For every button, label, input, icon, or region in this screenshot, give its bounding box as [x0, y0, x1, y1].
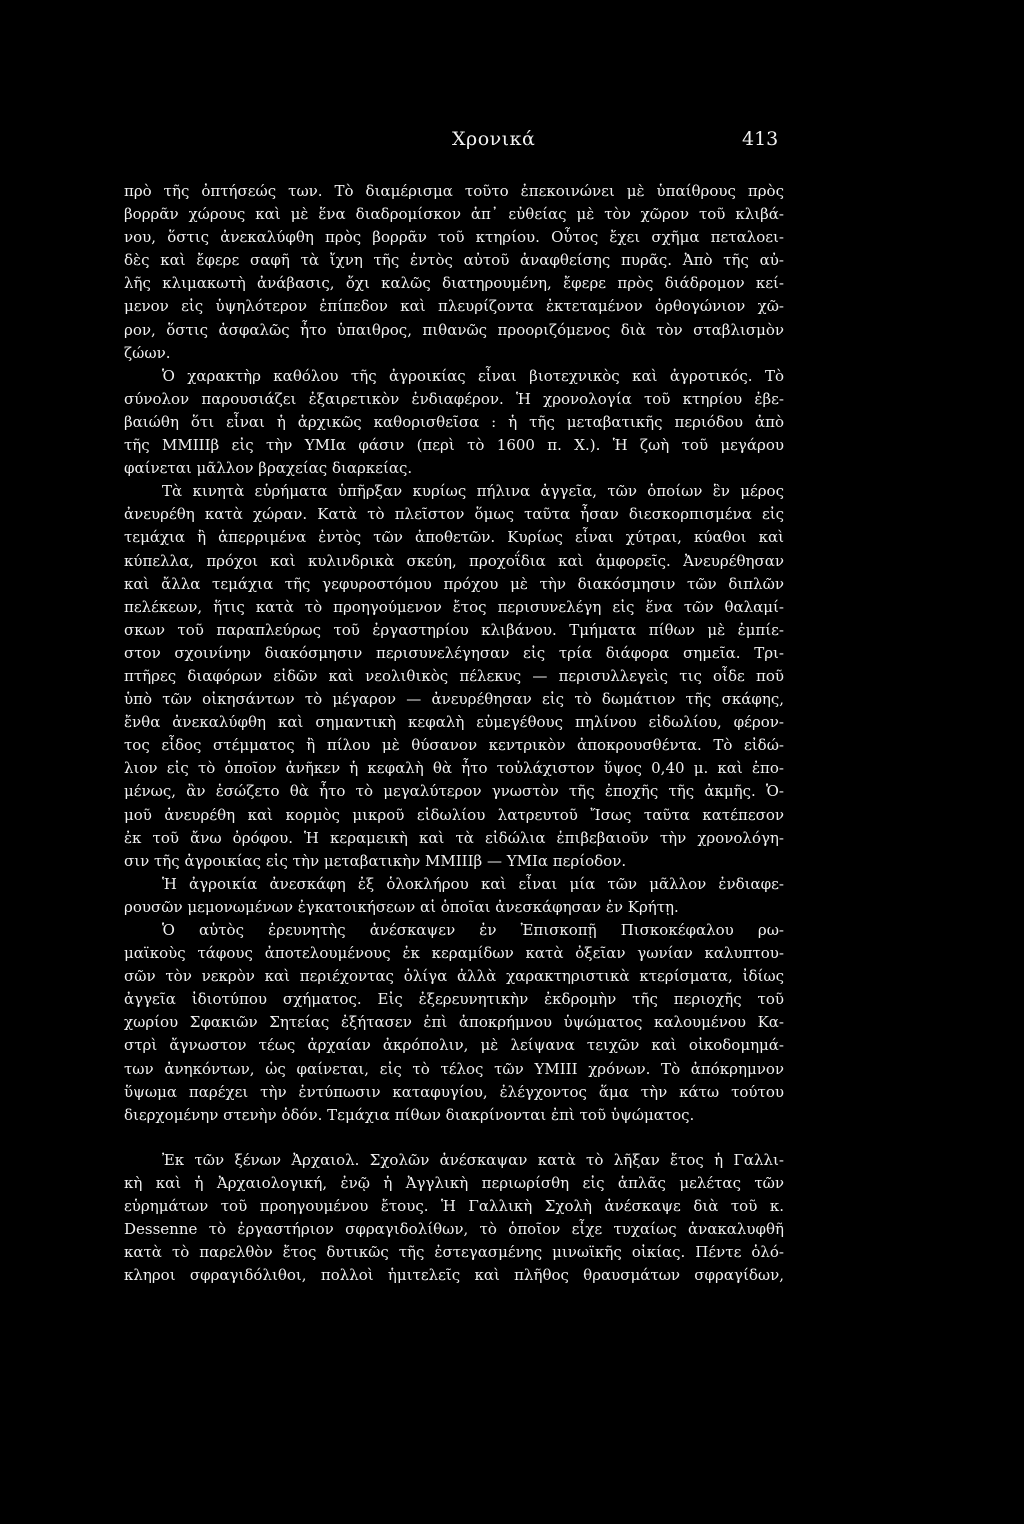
- text-line: μένως, ἂν ἐσώζετο θὰ ἦτο τὸ μεγαλύτερον γνωστὸν τῆς ἐποχῆς τῆς ἀκμῆς. Ὁ-: [124, 782, 784, 801]
- text-line: λῆς κλιμακωτὴ ἀνάβασις, ὄχι καλῶς διατηρουμένη, ἔφερε πρὸς διάδρομον κεί-: [124, 274, 784, 293]
- text-line: Ἡ ἀγροικία ἀνεσκάφη ἐξ ὁλοκλήρου καὶ εἶναι μία τῶν μᾶλλον ἐνδιαφε-: [162, 874, 784, 893]
- text-line: Ἐκ τῶν ξένων Ἀρχαιολ. Σχολῶν ἀνέσκαψαν κατὰ τὸ λῆξαν ἔτος ἡ Γαλλι-: [162, 1150, 784, 1169]
- text-line: σύνολον παρουσιάζει ἐξαιρετικὸν ἐνδιαφέρον. Ἡ χρονολογία τοῦ κτηρίου ἐβε-: [124, 389, 784, 408]
- text-line: λιον εἰς τὸ ὁποῖον ἀνῆκεν ἡ κεφαλὴ θὰ ἦτο τοὐλάχιστον ὕψος 0,40 μ. καὶ ἐπο-: [124, 759, 784, 778]
- text-line: κὴ καὶ ἡ Ἀρχαιολογική, ἐνῷ ἡ Ἀγγλικὴ περιωρίσθη εἰς ἁπλᾶς μελέτας τῶν: [124, 1173, 784, 1192]
- text-line: ζώων.: [124, 343, 171, 362]
- text-line: ὑπὸ τῶν οἰκησάντων τὸ μέγαρον — ἀνευρέθησαν εἰς τὸ δωμάτιον τῆς σκάφης,: [124, 690, 784, 709]
- text-line: Ὁ αὐτὸς ἐρευνητὴς ἀνέσκαψεν ἐν Ἐπισκοπῇ Πισκοκέφαλου ρω-: [162, 921, 784, 939]
- text-line: στρὶ ἄγνωστον τέως ἀρχαίαν ἀκρόπολιν, μὲ λείψανα τειχῶν καὶ οἰκοδομημά-: [124, 1036, 784, 1055]
- text-line: Τὰ κινητὰ εὑρήματα ὑπῆρξαν κυρίως πήλινα ἀγγεῖα, τῶν ὁποίων ἓν μέρος: [162, 482, 784, 501]
- text-line: εὑρημάτων τοῦ προηγουμένου ἔτους. Ἡ Γαλλικὴ Σχολὴ ἀνέσκαψε διὰ τοῦ κ.: [124, 1197, 784, 1216]
- text-line: σῶν τὸν νεκρὸν καὶ περιέχοντας ὀλίγα ἀλλὰ χαρακτηριστικὰ κτερίσματα, ἰδίως: [124, 967, 784, 986]
- text-line: βαιώθη ὅτι εἶναι ἡ ἀρχικῶς καθορισθεῖσα : ἡ τῆς μεταβατικῆς περιόδου ἀπὸ: [124, 412, 784, 431]
- running-head: [0, 128, 1024, 158]
- text-line: κληροι σφραγιδόλιθοι, πολλοὶ ἡμιτελεῖς καὶ πλῆθος θραυσμάτων σφραγίδων,: [124, 1266, 784, 1285]
- text-line: πελέκεων, ἥτις κατὰ τὸ προηγούμενον ἔτος περισυνελέγη εἰς ἕνα τῶν θαλαμί-: [124, 597, 784, 616]
- text-line: διερχομένην στενὴν ὁδόν. Τεμάχια πίθων διακρίνονται ἐπὶ τοῦ ὑψώματος.: [124, 1105, 695, 1124]
- text-line: ὕψωμα παρέχει τὴν ἐντύπωσιν καταφυγίου, ἐλέγχοντος ἅμα τὴν κάτω τούτου: [124, 1082, 784, 1101]
- text-line: ἀγγεῖα ἰδιοτύπου σχήματος. Εἰς ἐξερευνητικὴν ἐκδρομὴν τῆς περιοχῆς τοῦ: [124, 990, 784, 1009]
- body-text: [124, 180, 784, 1287]
- text-line: βορρᾶν χώρους καὶ μὲ ἕνα διαδρομίσκον ἀπ᾿ εὐθείας μὲ τὸν χῶρον τοῦ κλιβά-: [124, 205, 784, 224]
- text-line: τεμάχια ἢ ἀπερριμένα ἐντὸς τῶν ἀποθετῶν. Κυρίως εἶναι χύτραι, κύαθοι καὶ: [124, 528, 784, 547]
- text-line: φαίνεται μᾶλλον βραχείας διαρκείας.: [124, 459, 413, 478]
- text-line: τος εἶδος στέμματος ἢ πίλου μὲ θύσανον κεντρικὸν ἀποκρουσθέντα. Τὸ εἰδώ-: [124, 736, 784, 755]
- page-number: 413: [742, 128, 779, 150]
- text-line: των ἀνηκόντων, ὡς φαίνεται, εἰς τὸ τέλος τῶν ΥΜΙΙΙ χρόνων. Τὸ ἀπόκρημνον: [124, 1059, 784, 1078]
- text-line: δὲς καὶ ἔφερε σαφῆ τὰ ἴχνη τῆς ἐντὸς αὐτοῦ ἀναφθείσης πυρᾶς. Ἀπὸ τῆς αὐ-: [124, 251, 784, 270]
- text-line: καὶ ἄλλα τεμάχια τῆς γεφυροστόμου πρόχου μὲ τὴν διακόσμησιν τῶν διπλῶν: [124, 574, 784, 593]
- running-head-title: Χρονικά: [452, 128, 536, 150]
- section-gap: [124, 1127, 784, 1149]
- text-line: ἐκ τοῦ ἄνω ὀρόφου. Ἡ κεραμεικὴ καὶ τὰ εἰδώλια ἐπιβεβαιοῦν τὴν χρονολόγη-: [124, 828, 784, 847]
- text-line: ἀνευρέθη κατὰ χώραν. Κατὰ τὸ πλεῖστον ὅμως ταῦτα ἦσαν διεσκορπισμένα εἰς: [124, 505, 784, 524]
- text-line: μενον εἰς ὑψηλότερον ἐπίπεδον καὶ πλευρίζοντα ἐκτεταμένον ὀρθογώνιον χῶ-: [124, 297, 784, 316]
- text-line: πρὸ τῆς ὀπτήσεώς των. Τὸ διαμέρισμα τοῦτο ἐπεκοινώνει μὲ ὑπαίθρους πρὸς: [124, 182, 784, 200]
- text-line: ρουσῶν μεμονωμένων ἐγκατοικήσεων αἱ ὁποῖαι ἀνεσκάφησαν ἐν Κρήτῃ.: [124, 897, 679, 916]
- text-line: στον σχοινίνην διακόσμησιν περισυνελέγησαν εἰς τρία διάφορα σημεῖα. Τρι-: [124, 643, 784, 662]
- text-line: χωρίου Σφακιῶν Σητείας ἐξήτασεν ἐπὶ ἀποκρήμνου ὑψώματος καλουμένου Κα-: [124, 1013, 784, 1032]
- text-line: ρον, ὅστις ἀσφαλῶς ἦτο ὑπαιθρος, πιθανῶς προοριζόμενος διὰ τὸν σταβλισμὸν: [124, 320, 784, 339]
- text-line: πτῆρες διαφόρων εἰδῶν καὶ νεολιθικὸς πέλεκυς — περισυλλεγεὶς τις οἶδε ποῦ: [124, 666, 784, 685]
- text-line: κύπελλα, πρόχοι καὶ κυλινδρικὰ σκεύη, προχοΐδια καὶ ἀμφορεῖς. Ἀνευρέθησαν: [124, 551, 784, 570]
- text-line: τῆς ΜΜΙΙΙβ εἰς τὴν ΥΜΙα φάσιν (περὶ τὸ 1600 π. Χ.). Ἡ ζωὴ τοῦ μεγάρου: [124, 436, 784, 455]
- text-line: σιν τῆς ἀγροικίας εἰς τὴν μεταβατικὴν ΜΜΙΙΙβ — ΥΜΙα περίοδον.: [124, 851, 627, 870]
- text-line: Ὁ χαρακτὴρ καθόλου τῆς ἀγροικίας εἶναι βιοτεχνικὸς καὶ ἀγροτικός. Τὸ: [162, 366, 784, 385]
- text-line: Dessenne τὸ ἐργαστήριον σφραγιδολίθων, τὸ ὁποῖον εἶχε τυχαίως ἀνακαλυφθῆ: [124, 1220, 784, 1239]
- text-line: ἔνθα ἀνεκαλύφθη καὶ σημαντικὴ κεφαλὴ εὐμεγέθους πηλίνου εἰδωλίου, φέρον-: [124, 713, 784, 732]
- text-line: κατὰ τὸ παρελθὸν ἔτος δυτικῶς τῆς ἐστεγασμένης μινωϊκῆς οἰκίας. Πέντε ὁλό-: [124, 1243, 784, 1262]
- text-line: σκων τοῦ παραπλεύρως τοῦ ἐργαστηρίου κλιβάνου. Τμήματα πίθων μὲ ἐμπίε-: [124, 620, 784, 639]
- text-line: μαϊκοὺς τάφους ἀποτελουμένους ἐκ κεραμίδων κατὰ ὀξεῖαν γωνίαν καλυπτου-: [124, 944, 784, 963]
- text-line: νου, ὅστις ἀνεκαλύφθη πρὸς βορρᾶν τοῦ κτηρίου. Οὗτος ἔχει σχῆμα πεταλοει-: [124, 228, 784, 247]
- text-line: μοῦ ἀνευρέθη καὶ κορμὸς μικροῦ εἰδωλίου λατρευτοῦ Ἴσως ταῦτα κατέπεσον: [124, 805, 784, 824]
